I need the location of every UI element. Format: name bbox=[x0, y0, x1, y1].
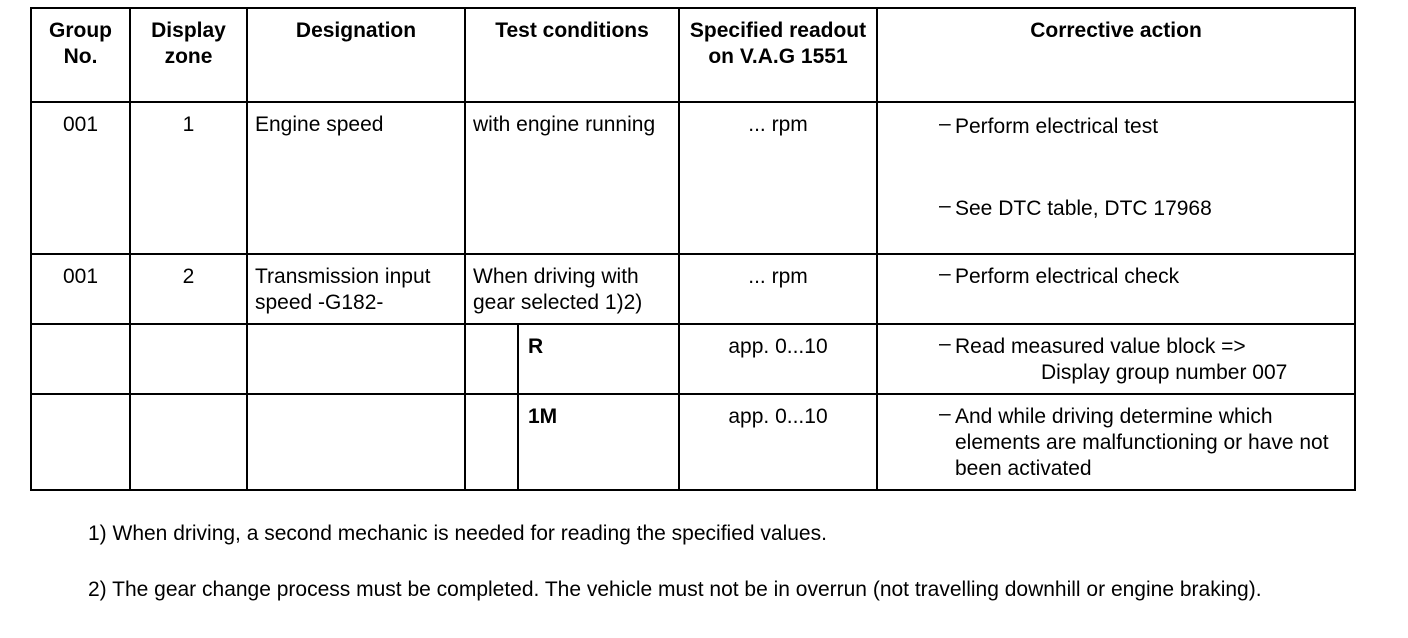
group-number bbox=[31, 394, 130, 490]
corrective-action bbox=[877, 254, 1355, 324]
action-text: Perform electrical check bbox=[955, 265, 1180, 288]
action-line: Read measured value block => bbox=[955, 335, 1246, 358]
group-number: 001 bbox=[31, 102, 130, 254]
action-item bbox=[939, 404, 1340, 482]
gear-position: 1M bbox=[518, 394, 679, 490]
dash-bullet: – bbox=[939, 194, 951, 217]
display-zone: 1 bbox=[130, 102, 247, 254]
group-number bbox=[31, 324, 130, 394]
designation: Transmission input speed -G182- bbox=[247, 254, 465, 324]
dash-bullet: – bbox=[939, 332, 951, 355]
designation: Engine speed bbox=[247, 102, 465, 254]
designation bbox=[247, 394, 465, 490]
specification-table bbox=[30, 7, 1356, 491]
action-text: See DTC table, DTC 17968 bbox=[955, 197, 1212, 220]
action-text: Perform electrical test bbox=[955, 115, 1159, 138]
specified-readout: ... rpm bbox=[679, 102, 877, 254]
action-item bbox=[939, 196, 1354, 222]
table-row bbox=[31, 254, 1355, 324]
action-line: Display group number 007 bbox=[1041, 361, 1288, 384]
action-text bbox=[955, 334, 1354, 386]
test-conditions: When driving with gear selected 1)2) bbox=[465, 254, 679, 324]
corrective-action bbox=[877, 324, 1355, 394]
specified-readout: ... rpm bbox=[679, 254, 877, 324]
footnote-2: 2) The gear change process must be completed. The vehicle must not be in overrun (not travelling downhill or engine braking). bbox=[88, 578, 1262, 601]
specified-readout: app. 0...10 bbox=[679, 324, 877, 394]
header-test-conditions: Test conditions bbox=[465, 8, 679, 102]
display-zone bbox=[130, 324, 247, 394]
specified-readout: app. 0...10 bbox=[679, 394, 877, 490]
display-zone: 2 bbox=[130, 254, 247, 324]
corrective-action bbox=[877, 394, 1355, 490]
test-conditions: with engine running bbox=[465, 102, 679, 254]
action-item bbox=[939, 334, 1354, 386]
test-conditions-spacer bbox=[465, 394, 518, 490]
table-row bbox=[31, 394, 1355, 490]
header-corrective-action: Corrective action bbox=[877, 8, 1355, 102]
table-row bbox=[31, 324, 1355, 394]
action-text: And while driving determine which elements are malfunctioning or have not been activated bbox=[955, 405, 1329, 480]
header-designation: Designation bbox=[247, 8, 465, 102]
footnote-1: 1) When driving, a second mechanic is needed for reading the specified values. bbox=[88, 522, 827, 545]
display-zone bbox=[130, 394, 247, 490]
header-specified-readout: Specified readout on V.A.G 1551 bbox=[679, 8, 877, 102]
header-display-zone: Display zone bbox=[130, 8, 247, 102]
table-row bbox=[31, 102, 1355, 254]
dash-bullet: – bbox=[939, 112, 951, 135]
designation bbox=[247, 324, 465, 394]
test-conditions-spacer bbox=[465, 324, 518, 394]
gear-position: R bbox=[518, 324, 679, 394]
action-item bbox=[939, 114, 1354, 140]
header-group-no: Group No. bbox=[31, 8, 130, 102]
dash-bullet: – bbox=[939, 262, 951, 285]
group-number: 001 bbox=[31, 254, 130, 324]
action-item bbox=[939, 264, 1354, 290]
corrective-action bbox=[877, 102, 1355, 254]
header-row bbox=[31, 8, 1355, 102]
dash-bullet: – bbox=[939, 402, 951, 425]
